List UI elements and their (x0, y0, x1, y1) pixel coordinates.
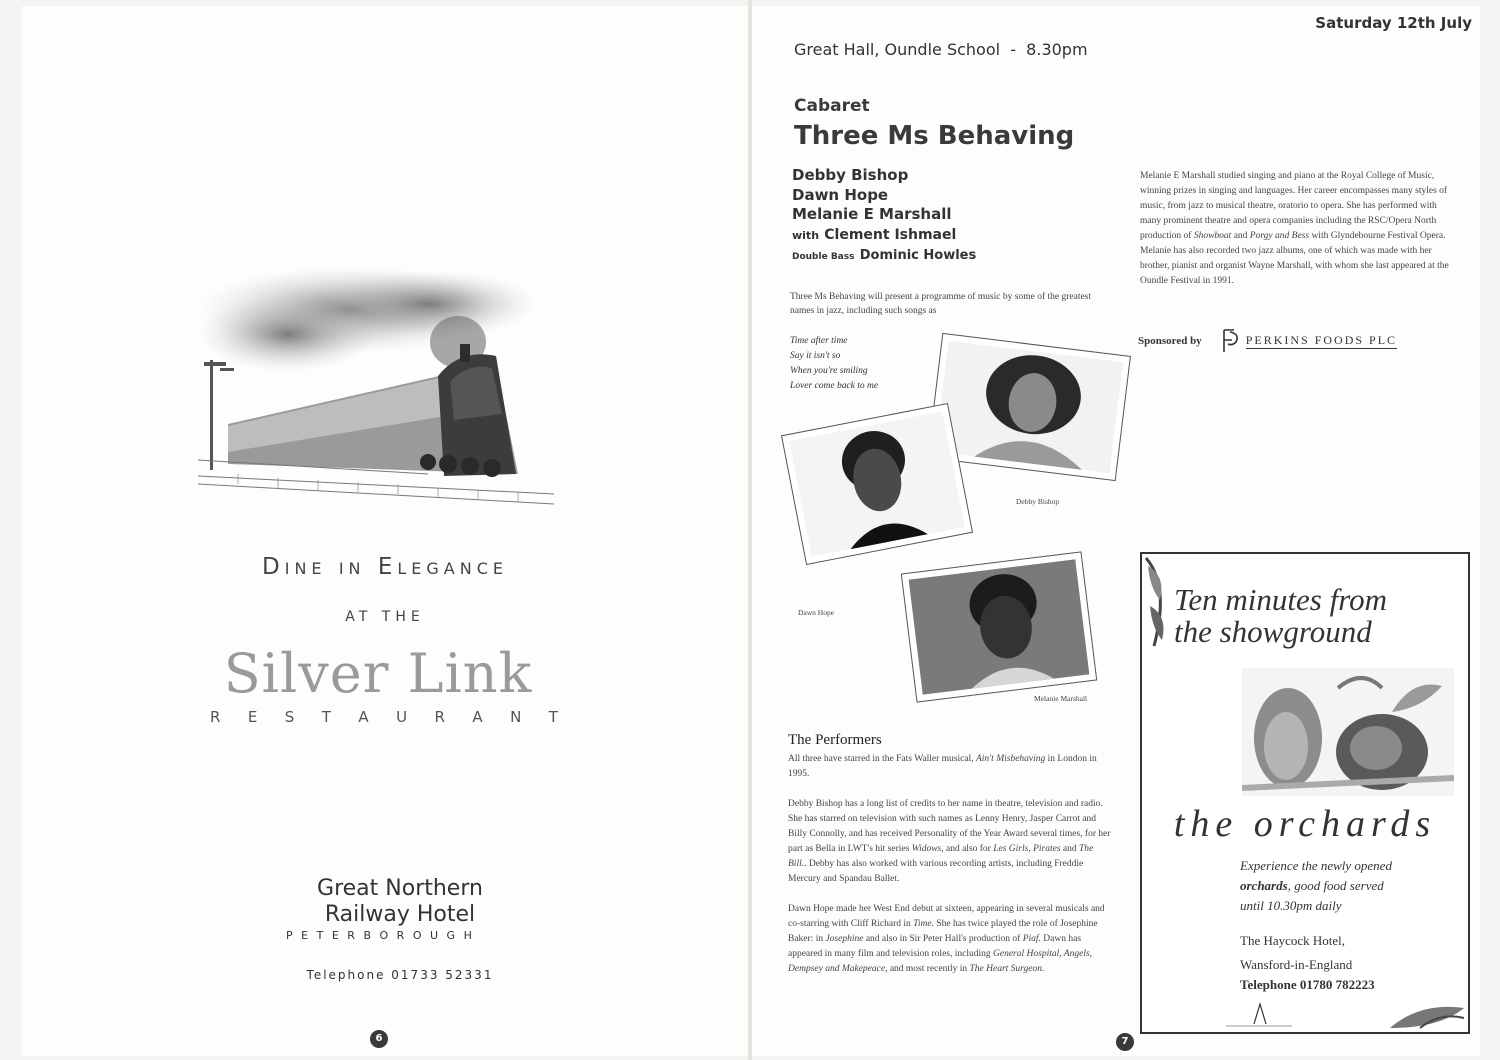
town-letter: E (301, 929, 309, 942)
event-venue: Great Hall, Oundle School - 8.30pm (794, 40, 1088, 59)
text-run: and (1060, 844, 1080, 854)
performer-name: Dawn Hope (792, 185, 889, 204)
italic-run: Widows (911, 844, 942, 854)
song-title: Say it isn't so (790, 351, 841, 361)
advert-telephone: Telephone 01780 782223 (1240, 977, 1375, 992)
restaurant-letter: T (548, 708, 558, 726)
photo-melanie-marshall (901, 551, 1097, 702)
bassist-name: Dominic Howles (859, 248, 977, 263)
restaurant-letter: S (284, 708, 295, 726)
hotel-name-line2: Railway Hotel (324, 902, 476, 927)
song-title: Lover come back to me (790, 381, 879, 391)
hotel-name (22, 876, 778, 928)
text-run: Dawn has appeared in many film and television roles, including (788, 934, 1082, 959)
sponsor-name: PERKINS FOODS PLC (1245, 333, 1398, 347)
steam-train-illustration (198, 264, 554, 509)
photo-dawn-hope (781, 403, 973, 565)
restaurant-letter: A (358, 708, 369, 726)
cast-list (792, 166, 976, 268)
left-page-advert (22, 6, 748, 1056)
leaf-illustration-icon (1380, 998, 1466, 1030)
sponsor-label: Sponsored by (1138, 335, 1202, 347)
sponsor-line (1138, 328, 1397, 354)
text-run: , and also for (941, 844, 994, 854)
photo-caption: Debby Bishop (1016, 497, 1060, 506)
fruit-watercolour-illustration (1242, 668, 1454, 796)
page-number-right: 7 (1116, 1033, 1134, 1051)
debby-bishop-biography (788, 797, 1114, 887)
restaurant-letter: A (472, 708, 483, 726)
text-run: has a long list of credits to her name in theatre, television and radio. She has starred on television with such names as Lenny Henry, Jasper Carrot and Billy Connolly, and has received Personality of the Year Award several times, for her part as Bella in LWT's hit series (788, 799, 1111, 854)
hotel-town (286, 929, 472, 942)
leaf-illustration-icon (1144, 556, 1174, 648)
italic-run: The Bill. (788, 844, 1094, 869)
text-run: Melanie E Marshall studied singing and piano at the Royal College of Music, winning prizes in singing and languages. Her career encompasses many styles of music, from jazz to musical theatre, oratorio to opera. She has performed with many prominent theatre and opera companies including the RSC/Opera North production of (1140, 171, 1448, 241)
restaurant-letter: R (210, 708, 221, 726)
italic-run: Josephine (825, 934, 864, 944)
restaurant-letter: N (510, 708, 522, 726)
tagline-rest: , good food served (1287, 878, 1384, 893)
town-letter: R (347, 929, 355, 942)
with-label: with (792, 228, 820, 242)
guest-name: Clement Ishmael (824, 226, 957, 243)
town-letter: U (429, 929, 439, 942)
hotel-group-logo-icon (1224, 1002, 1294, 1028)
at-the-text: AT THE (345, 609, 425, 625)
text-run: All three have starred in the Fats Waller musical, (788, 754, 976, 764)
dine-in-elegance-heading: Dine in Elegance (262, 554, 508, 580)
programme-intro: Three Ms Behaving will present a programme of music by some of the greatest names in jazz, including such songs as (790, 292, 1092, 316)
bold-run: Debby Bishop (788, 799, 843, 809)
portrait-image (909, 559, 1090, 695)
photo-caption: Melanie Marshall (1034, 694, 1088, 703)
town-letter: T (316, 929, 324, 942)
town-letter: R (396, 929, 405, 942)
tagline-line: until 10.30pm daily (1240, 898, 1342, 913)
town-letter: O (412, 929, 422, 942)
perkins-logo-icon (1220, 328, 1242, 354)
song-list (790, 334, 878, 394)
text-run: with Glyndebourne Festival Opera. Melanie has also recorded two jazz albums, one of which was made with her brother, pianist and organist Wayne Marshall, with whom she last appeared at the Oundle Festival in 1991. (1140, 231, 1449, 286)
restaurant-word (210, 708, 558, 726)
town-letter: E (331, 929, 339, 942)
performers-heading: The Performers (788, 732, 882, 748)
event-title: Three Ms Behaving (794, 121, 1075, 151)
advert-headline (1174, 584, 1387, 648)
hotel-name-line1: Great Northern (317, 876, 483, 901)
bass-label: Double Bass (792, 252, 855, 262)
text-run: . Debby has also worked with various recording artists, including Freddie Mercury and Spandau Ballet. (788, 859, 1084, 884)
song-title: Time after time (790, 336, 848, 346)
advert-tagline (1240, 856, 1392, 916)
italic-run: Showboat (1193, 231, 1232, 241)
text-run: in London in 1995. (788, 754, 1097, 779)
text-run: made her West End debut at sixteen, appearing in several musicals and co-starring with Cliff Richard in (788, 904, 1105, 929)
italic-run: The Heart Surgeon. (969, 964, 1045, 974)
restaurant-letter: E (247, 708, 258, 726)
town-letter: O (379, 929, 389, 942)
performer-name: Melanie E Marshall (792, 205, 952, 223)
town-letter: H (463, 929, 472, 942)
italic-run: Ain't Misbehaving (975, 754, 1046, 764)
advert-headline-line: Ten minutes from (1174, 582, 1388, 617)
event-date: Saturday 12th July (1315, 14, 1472, 32)
melanie-marshall-biography (1140, 169, 1460, 289)
page-number-left: 6 (370, 1030, 388, 1048)
restaurant-letter: R (434, 708, 445, 726)
the-orchards-brand: the orchards (1173, 803, 1437, 845)
hotel-address-line: The Haycock Hotel, (1240, 933, 1346, 948)
text-run: , and most recently in (885, 964, 970, 974)
restaurant-letter: U (396, 708, 408, 726)
song-title: When you're smiling (790, 366, 868, 376)
tagline-line: Experience the newly opened (1240, 858, 1392, 873)
silver-link-logo-text: Silver Link (223, 642, 533, 705)
town-letter: B (363, 929, 371, 942)
italic-run: General Hospital, Angels, Dempsey and Makepeace (788, 949, 1093, 974)
dawn-hope-biography (788, 902, 1114, 977)
performers-paragraph (788, 752, 1114, 782)
tagline-bold: orchards (1240, 878, 1288, 893)
advert-headline-line: the showground (1174, 614, 1372, 649)
advert-hotel-address (1240, 929, 1352, 977)
town-letter: G (446, 929, 456, 942)
italic-run: Porgy and Bess (1249, 231, 1310, 241)
event-genre: Cabaret (794, 96, 870, 116)
photo-caption: Dawn Hope (798, 608, 835, 617)
portrait-image (789, 411, 965, 557)
right-page-event (752, 6, 1480, 1056)
text-run: and also in Sir Peter Hall's production of (863, 934, 1023, 944)
hotel-address-line: Wansford-in-England (1240, 957, 1353, 972)
performer-name: Debby Bishop (792, 166, 909, 184)
hotel-telephone: Telephone 01733 52331 (306, 968, 494, 982)
text-run: and (1231, 231, 1250, 241)
tagline-line (1240, 876, 1392, 896)
text-run: She has twice played the role of Josephine Baker: in (788, 919, 1098, 944)
restaurant-letter: T (321, 708, 331, 726)
town-letter: P (286, 929, 293, 942)
portrait-image (935, 341, 1123, 474)
bold-run: Dawn Hope (788, 904, 834, 914)
italic-run: Les Girls, Pirates (993, 844, 1061, 854)
italic-run: Piaf. (1022, 934, 1041, 944)
haycock-hotel-advert (1140, 552, 1470, 1034)
italic-run: Time. (913, 919, 935, 929)
